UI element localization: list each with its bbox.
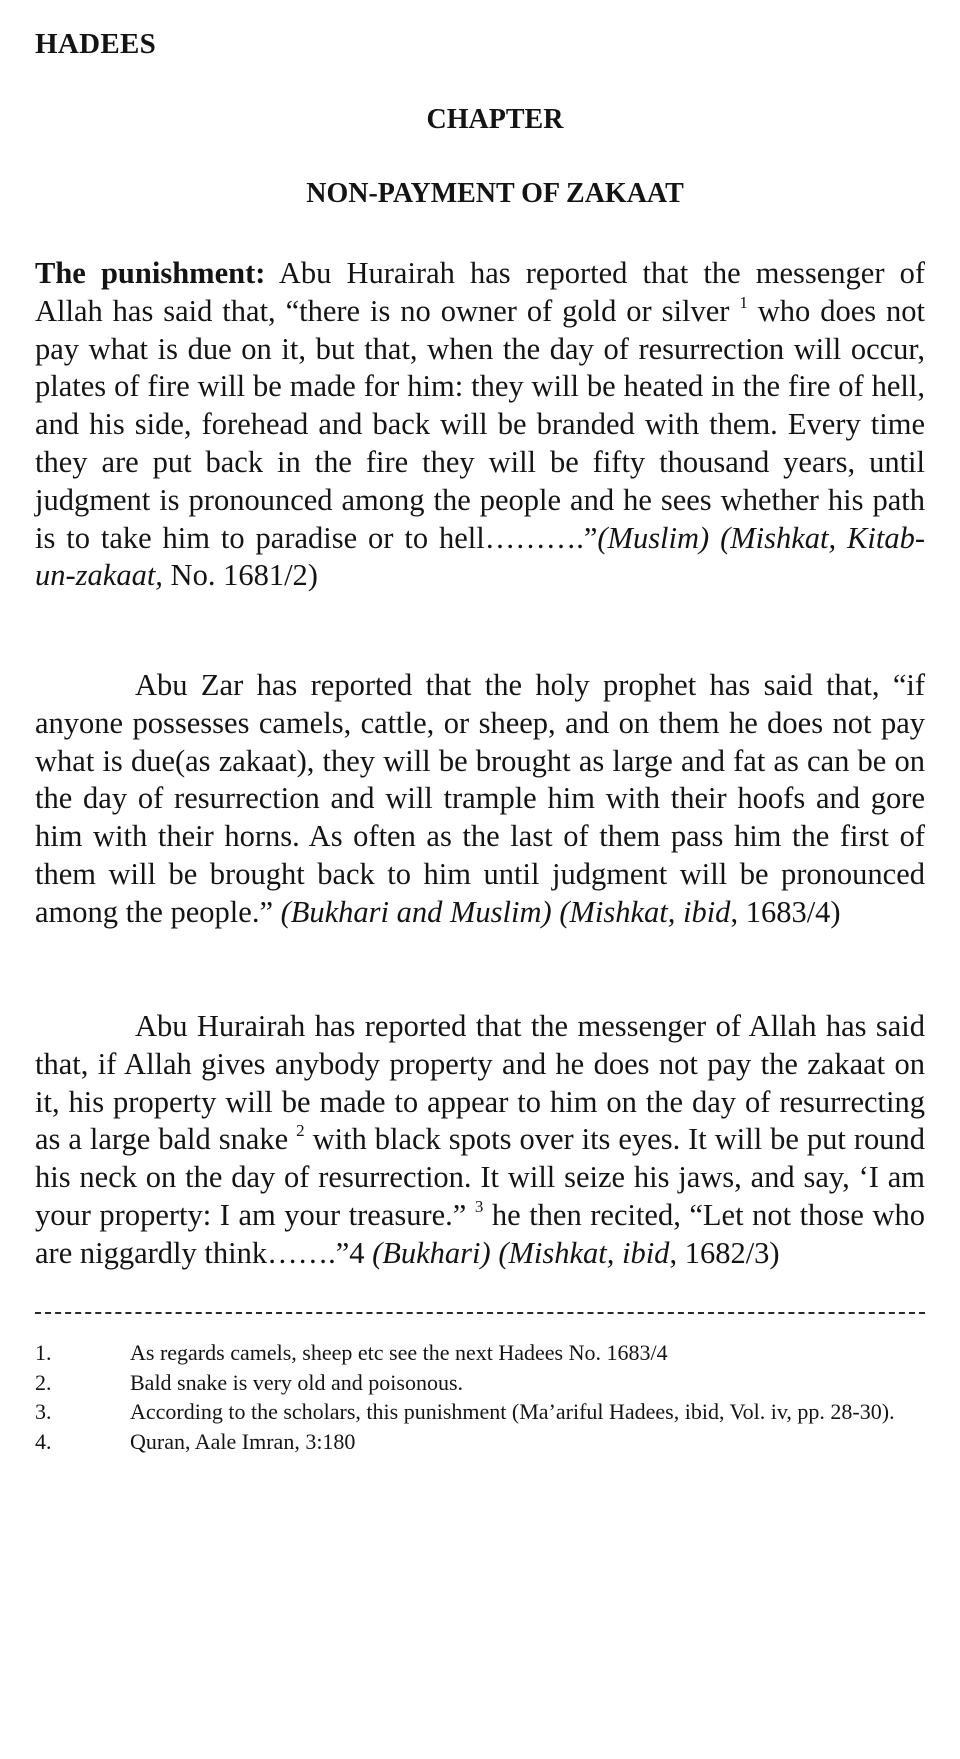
footnote-item xyxy=(35,1397,925,1427)
paragraph-text: he then recited, “Let not those who are niggardly think…….”4 xyxy=(35,1197,926,1270)
paragraph-text: with black spots over its eyes. It will be put round his neck on the day of resurrection. It will seize his jaws, and say, ‘I am your property: I am your treasure.” xyxy=(35,1122,925,1232)
paragraph-text: Abu Zar has reported that the holy prophet has said that, “if anyone possesses camels, cattle, or sheep, and on them he does not pay what is due(as zakaat), they will be brought as large and fat as can be on the day of resurrection and will trample him with their hoofs and gore him with their horns. As often as the last of them pass him the first of them will be brought back to him until judgment will be pronounced among the people.” xyxy=(35,668,925,929)
paragraph-text: Abu Hurairah has reported that the messenger of Allah has said that, if Allah gives anybody property and he does not pay the zakaat on it, his property will be made to appear to him on the day of resurrecting as a large bald snake xyxy=(35,1009,925,1157)
paragraph-abu-zar xyxy=(35,667,925,932)
footnote-number: 2. xyxy=(35,1369,52,1395)
paragraph-text: who does not pay what is due on it, but that, when the day of resurrection will occur, plates of fire will be made for him: they will be heated in the fire of hell, and his side, forehead and back will be branded with them. Every time they are put back in the fire they will be fifty thousand years, until judgment is pronounced among the people and he sees whether his path is to take him to paradise or to hell……….” xyxy=(35,293,925,555)
footnote-text: Quran, Aale Imran, 3:180 xyxy=(130,1428,356,1454)
paragraph-punishment xyxy=(35,255,925,595)
footnote-ref-1: 1 xyxy=(739,292,748,312)
paragraph-abu-hurairah xyxy=(35,1008,925,1273)
footnote-divider xyxy=(35,1312,925,1314)
source-reference: (Mishkat, ibid xyxy=(498,1235,670,1270)
footnote-item xyxy=(35,1427,925,1457)
source-reference: (Muslim) xyxy=(597,520,710,555)
source-reference: (Mishkat, ibid xyxy=(559,894,731,929)
source-reference: (Mishkat, Kitab-un-zakaat, xyxy=(35,520,925,593)
footnote-item xyxy=(35,1368,925,1398)
paragraph-lead: The punishment: xyxy=(35,256,266,290)
source-reference: (Bukhari) xyxy=(372,1235,491,1270)
paragraph-text: Abu Hurairah has reported that the messenger of Allah has said that, “there is no owner of gold or silver xyxy=(35,256,925,328)
footnote-text: According to the scholars, this punishment (Ma’ariful Hadees, ibid, Vol. iv, pp. 28-30). xyxy=(130,1399,895,1425)
chapter-heading: CHAPTER xyxy=(426,104,564,135)
footnote-item xyxy=(35,1338,925,1368)
running-head: HADEES xyxy=(35,28,157,60)
footnotes xyxy=(35,1338,925,1456)
source-reference: (Bukhari and Muslim) xyxy=(280,894,552,929)
footnote-number: 1. xyxy=(35,1340,52,1365)
footnote-number: 4. xyxy=(35,1428,52,1454)
footnote-text: As regards camels, sheep etc see the next Hadees No. 1683/4 xyxy=(130,1340,668,1365)
footnote-ref-3: 3 xyxy=(474,1196,484,1216)
source-number: , 1682/3) xyxy=(669,1235,780,1270)
source-number: No. 1681/2) xyxy=(170,558,318,593)
footnote-number: 3. xyxy=(35,1399,52,1425)
source-number: , 1683/4) xyxy=(730,894,841,929)
footnote-ref-2: 2 xyxy=(296,1121,305,1141)
footnote-text: Bald snake is very old and poisonous. xyxy=(130,1369,464,1395)
chapter-title: NON-PAYMENT OF ZAKAAT xyxy=(306,178,684,209)
